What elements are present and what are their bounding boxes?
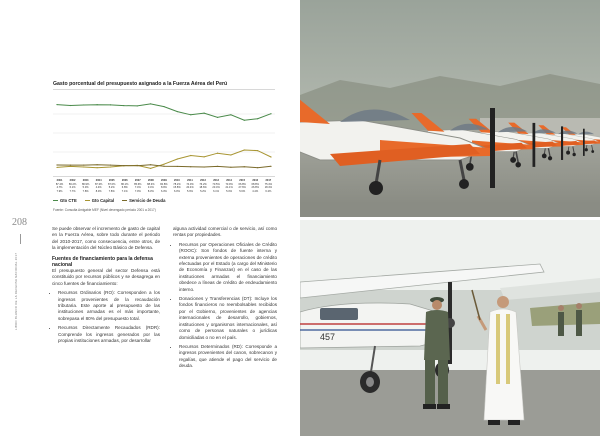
table-cell: 8.3% [95, 189, 102, 193]
tick-label: 2006 [121, 179, 128, 182]
bullet-list [52, 290, 160, 344]
table-cell: 5.2% [108, 186, 115, 190]
data-point [56, 104, 57, 105]
running-head: LIBRO BLANCO DE LA DEFENSA NACIONAL 2017 [14, 252, 18, 330]
table-cell: 27.6% [238, 186, 246, 190]
data-point [137, 165, 138, 166]
table-cell: 86.2% [68, 182, 77, 186]
chart-source: Fuente: Consulta Amigable MEF (Nivel devengado periodo 2001 a 2017) [53, 208, 156, 212]
data-point [110, 166, 111, 167]
data-point [110, 104, 111, 105]
table-cell: 6.2% [265, 189, 272, 193]
data-point [230, 167, 231, 168]
tick-label: 2005 [108, 179, 115, 182]
data-point [150, 168, 151, 169]
paragraph: alguna actividad comercial o de servicio, así como rentas por propiedades. [173, 226, 277, 238]
tick-label: 2010 [174, 179, 180, 182]
data-point [270, 113, 271, 114]
chart [53, 89, 275, 177]
list-item: • Recursos Directamente Recaudados (RDR): Comprende los ingresos generados por las propias instituciones armadas, por desarrollar [58, 325, 160, 344]
tick-label: 2007 [134, 179, 141, 182]
tick-label: 2004 [95, 179, 102, 182]
tick-label: 2012 [200, 179, 206, 182]
data-point [190, 155, 191, 156]
data-point [70, 105, 71, 106]
table-cell: 4.7% [56, 186, 63, 190]
chart-legend [53, 198, 165, 203]
tick-label: 2015 [239, 179, 246, 182]
table-cell: 73.9% [225, 182, 233, 186]
data-point [150, 164, 151, 165]
data-point [137, 105, 138, 106]
table-row [53, 190, 275, 194]
tick-label: 2008 [147, 179, 154, 182]
data-point [97, 164, 98, 165]
bullet-list [173, 242, 277, 370]
photo-aircraft-line [300, 0, 600, 217]
data-point [244, 166, 245, 167]
table-cell: 75.4% [264, 182, 273, 186]
photo-ceremony [300, 220, 600, 436]
table-cell: 20.4% [186, 186, 194, 190]
data-point [270, 156, 271, 157]
legend-swatch [122, 200, 127, 202]
table-cell: 87.0% [108, 182, 116, 186]
paragraph: El presupuesto general del sector Defensa está constituido por recursos públicos y se desagrega en cinco fuentes de financiamiento: [52, 268, 160, 286]
data-point [123, 105, 124, 106]
table-cell: 26.8% [251, 186, 259, 190]
data-point [56, 167, 57, 168]
table-cell: 70.5% [212, 182, 220, 186]
section-heading: Fuentes de financiamiento para la defensa nacional [52, 255, 153, 268]
text-column-2 [173, 226, 277, 373]
table-cell: 87.3% [94, 182, 103, 186]
tick-label: 2011 [187, 179, 193, 182]
list-item: • Recursos Ordinarios (RO): Corresponden a los ingresos provenientes de la recaudación tributaria. Este aporte al presupuesto de las instituciones armadas es el más importante, sobrepasa el 80% del presupuesto total. [58, 290, 160, 322]
table-cell: 23.4% [212, 186, 220, 190]
data-point [97, 104, 98, 105]
data-point [244, 120, 245, 121]
legend-item-gto-cte [53, 198, 77, 203]
table-cell: 66.8% [238, 182, 246, 186]
data-point [83, 104, 84, 105]
table-cell: 86.1% [121, 182, 129, 186]
page-number: 208 [12, 217, 27, 228]
legend-label: Servicio de Deuda [129, 198, 166, 203]
data-point [97, 167, 98, 168]
table-cell: 8.9% [160, 186, 167, 190]
tick-label: 2002 [69, 179, 76, 182]
data-point [270, 166, 271, 167]
tick-label: 2013 [213, 179, 219, 182]
table-cell: 15.8% [173, 186, 181, 190]
data-point [70, 165, 71, 166]
data-point [83, 166, 84, 167]
data-point [177, 158, 178, 159]
legend-swatch [53, 200, 58, 202]
table-cell: 7.9% [56, 189, 63, 193]
tick-label: 2009 [161, 179, 167, 182]
data-point [123, 165, 124, 166]
tick-label: 2017 [265, 179, 272, 182]
table-cell: 4.4% [252, 189, 259, 193]
table-cell: 4.4% [95, 186, 102, 190]
legend-label: Gto CTE [60, 198, 77, 203]
data-point [163, 164, 164, 165]
legend-item-servicio-deuda [122, 198, 165, 203]
data-point [177, 111, 178, 112]
table-cell: 5.6% [187, 189, 193, 193]
data-point [204, 166, 205, 167]
chart-svg [53, 89, 275, 177]
data-point [217, 166, 218, 167]
data-point [257, 118, 258, 119]
table-cell: 7.8% [82, 189, 89, 193]
data-point [190, 114, 191, 115]
table-cell: 86.9% [81, 182, 90, 186]
data-point [163, 106, 164, 107]
chart-data-table [53, 179, 275, 193]
intro-paragraph: Se puede observar el incremento de gasto de capital en la Fuerza Aérea, sobre todo durante el periodo del 2010-2017, como consecuencia, entre otros, de la implementación del Núcleo Básico de Defensa. [52, 226, 160, 251]
data-point [110, 164, 111, 165]
data-point [204, 156, 205, 157]
table-cell: 6.1% [69, 186, 76, 190]
legend-label: Gto Capital [91, 198, 115, 203]
tick-label: 2016 [252, 179, 259, 182]
table-cell: 5.2% [200, 189, 206, 193]
page-number-rule [20, 234, 21, 244]
chart-title: Gasto porcentual del presupuesto asignado a la Fuerza Aérea del Perú [53, 81, 228, 87]
tick-label: 2014 [226, 179, 233, 182]
table-cell: 76.2% [199, 182, 207, 186]
aircraft-line-illustration [300, 0, 600, 217]
data-point [204, 112, 205, 113]
data-point [230, 114, 231, 115]
table-cell: 5.0% [226, 189, 233, 193]
data-point [83, 164, 84, 165]
data-point [70, 166, 71, 167]
table-cell: 5.3% [82, 186, 89, 190]
data-point [177, 166, 178, 167]
table-cell: 84.8% [160, 182, 168, 186]
table-cell: 78.2% [173, 182, 181, 186]
list-item: • Donaciones y Transferencias (DT): Incluye los fondos financieros no reembolsables recibidos por el Gobierno, provenientes de agencias internacionales de desarrollo, gobiernos, instituciones y organismos internacionales, así como de personas naturales o jurídicas domiciliadas o no en el país. [179, 296, 277, 341]
table-cell: 68.8% [251, 182, 259, 186]
table-cell: 21.1% [225, 186, 233, 190]
table-cell: 74.0% [186, 182, 194, 186]
table-cell: 7.0% [134, 189, 141, 193]
table-cell: 7.8% [108, 189, 115, 193]
legend-item-gto-capital [85, 198, 114, 203]
data-point [163, 166, 164, 167]
table-cell: 6.8% [121, 186, 128, 190]
data-point [190, 166, 191, 167]
aircraft-tail-number: 457 [320, 332, 336, 342]
legend-swatch [85, 200, 90, 202]
data-point [150, 103, 151, 104]
table-cell: 8.3% [147, 189, 154, 193]
table-cell: 6.0% [173, 189, 180, 193]
table-cell: 5.6% [239, 189, 246, 193]
tick-label: 2001 [56, 179, 63, 182]
table-cell: 6.1% [213, 189, 220, 193]
table-cell: 6.3% [160, 189, 167, 193]
data-point [230, 154, 231, 155]
text-column-1 [52, 226, 160, 348]
table-cell: 88.3% [147, 182, 155, 186]
data-point [56, 164, 57, 165]
data-point [217, 153, 218, 154]
data-point [217, 117, 218, 118]
data-point [257, 150, 258, 151]
tick-label: 2003 [82, 179, 89, 182]
data-point [244, 149, 245, 150]
table-cell: 7.7% [69, 189, 76, 193]
list-item: • Recursos por Operaciones Oficiales de Crédito (ROOC): Son fondos de fuente interna y externa provenientes de operaciones de crédito efectuadas por el Estado (a cargo del Ministerio de Economía y Finanzas) en el caso de las instituciones armadas el financiamiento obedece a líneas de crédito de endeudamiento interno. [179, 242, 277, 293]
ceremony-illustration [300, 220, 600, 436]
table-cell: 3.4% [147, 186, 154, 190]
table-cell: 7.4% [134, 186, 141, 190]
list-item: • Recursos Determinados (RD): Corresponde a ingresos provenientes del canon, sobrecanon y regalías, que atiende el pago del servicio de deuda. [179, 344, 277, 370]
table-cell: 7.1% [121, 189, 128, 193]
table-cell: 18.6% [199, 186, 207, 190]
data-point [257, 167, 258, 168]
table-cell: 85.6% [134, 182, 142, 186]
table-cell: 18.4% [264, 186, 273, 190]
table-cell: 87.4% [55, 182, 64, 186]
